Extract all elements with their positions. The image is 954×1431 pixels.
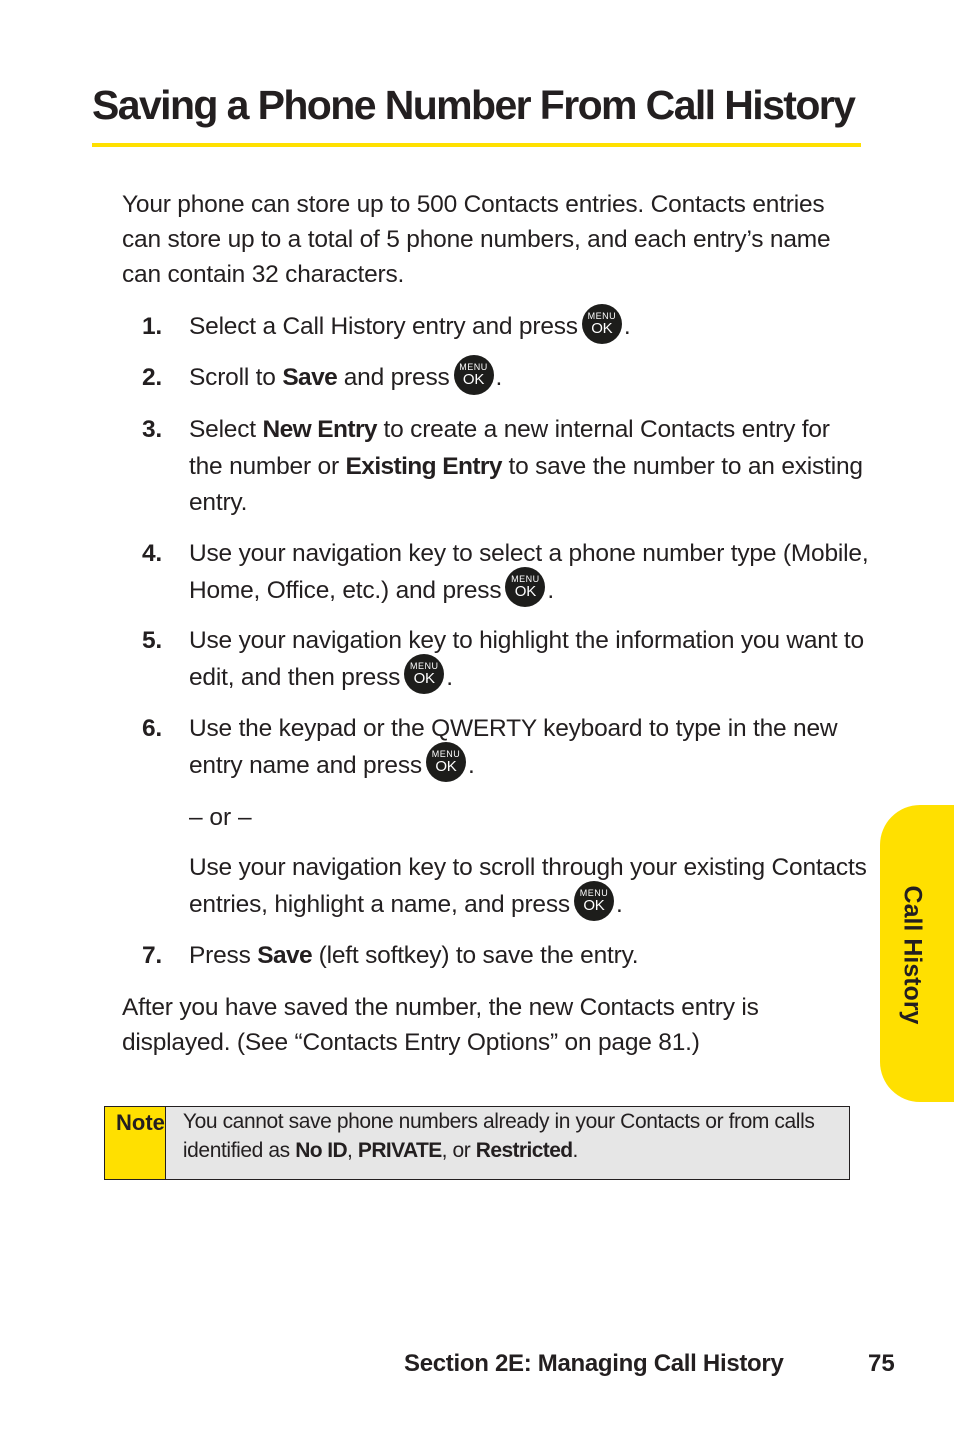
menu-ok-key-icon: MENU OK — [574, 881, 614, 921]
step-number: 1. — [142, 313, 163, 340]
menu-ok-key-icon: MENU OK — [404, 654, 444, 694]
step-text: Use your navigation key to scroll through your existing Contacts entries, highlight a name, and press MENU OK . — [189, 850, 869, 923]
step-text: Use your navigation key to select a phone number type (Mobile, Home, Office, etc.) and press MENU OK . — [189, 536, 869, 609]
menu-ok-key-icon: MENU OK — [454, 355, 494, 395]
keyword-restricted: Restricted — [475, 1139, 573, 1162]
step-number: 5. — [142, 627, 163, 654]
step-text: Use the keypad or the QWERTY keyboard to type in the new entry name and press MENU OK . — [189, 711, 869, 784]
keyword-existing-entry: Existing Entry — [345, 452, 502, 480]
keyword-save: Save — [257, 942, 313, 969]
page-title: Saving a Phone Number From Call History — [92, 82, 855, 128]
note-text: You cannot save phone numbers already in your Contacts or from calls identified as No ID, PRIVATE, or Restricted. — [182, 1110, 815, 1162]
closing-paragraph: After you have saved the number, the new Contacts entry is displayed. (See “Contacts Entry Options” on page 81.) — [122, 994, 759, 1056]
page-number: 75 — [868, 1350, 895, 1377]
keyword-no-id: No ID — [295, 1139, 348, 1162]
note-label: Note — [105, 1107, 166, 1179]
keyword-new-entry: New Entry — [262, 416, 377, 443]
note-box — [104, 1106, 850, 1180]
title-underline — [92, 143, 861, 147]
step-number: 4. — [142, 540, 163, 567]
side-tab-label: Call History — [898, 885, 927, 1025]
step-number: 2. — [142, 364, 163, 391]
menu-ok-key-icon: MENU OK — [582, 304, 622, 344]
keyword-save: Save — [282, 364, 338, 391]
menu-ok-key-icon: MENU OK — [426, 742, 466, 782]
menu-ok-key-icon: MENU OK — [505, 567, 545, 607]
step-number: 6. — [142, 715, 163, 742]
step-text: Select New Entry to create a new internal Contacts entry for the number or Existing Entry to save the number to an existing entry. — [189, 416, 863, 516]
intro-paragraph: Your phone can store up to 500 Contacts entries. Contacts entries can store up to a total of 5 phone numbers, and each entry’s name can contain 32 characters. — [122, 191, 831, 288]
step-number: 3. — [142, 416, 163, 443]
step-text: Press Save (left softkey) to save the entry. — [189, 942, 639, 969]
keyword-private: PRIVATE — [357, 1139, 442, 1162]
step-text: Use your navigation key to highlight the information you want to edit, and then press MENU OK . — [189, 623, 869, 696]
footer-section-title: Section 2E: Managing Call History — [404, 1350, 784, 1377]
step-text: Scroll to Save and press MENU OK . — [189, 360, 869, 397]
step-text: Select a Call History entry and press MENU OK . — [189, 309, 869, 346]
step-number: 7. — [142, 942, 163, 969]
or-separator: – or – — [189, 804, 252, 831]
